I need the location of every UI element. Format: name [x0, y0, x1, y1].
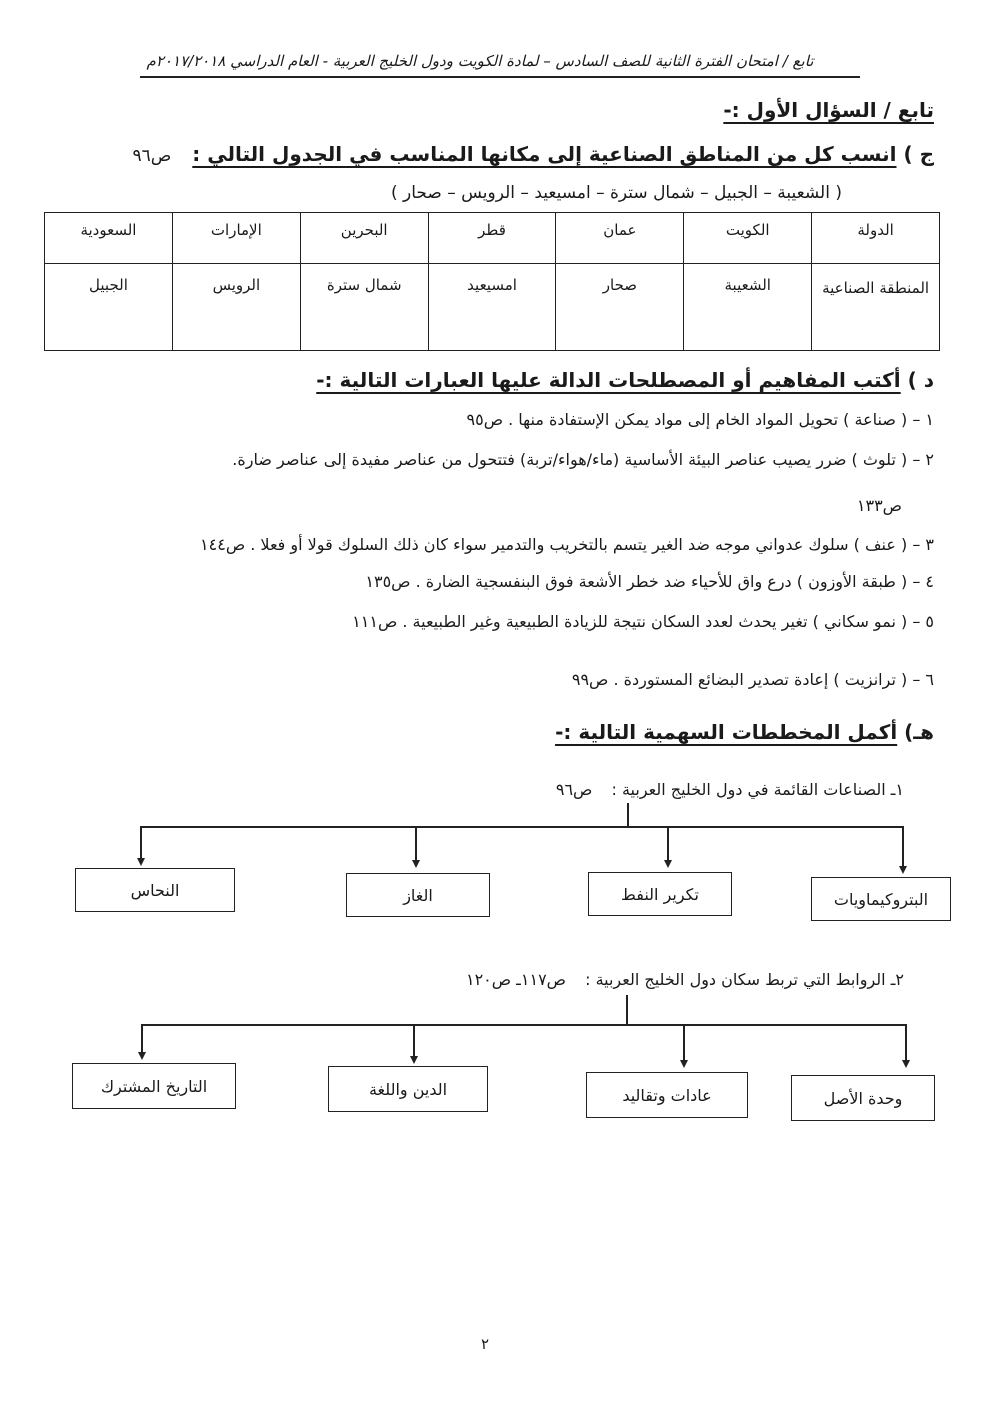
diagram-2-title: ٢ـ الروابط التي تربط سكان دول الخليج العربية :: [585, 970, 904, 989]
row-header-industrial-zone: المنطقة الصناعية: [812, 264, 940, 351]
cell-zone-saudi: الجبيل: [45, 264, 173, 351]
diagram-2-box-2: عادات وتقاليد: [586, 1072, 748, 1118]
header-rule: [140, 76, 860, 78]
row-header-country: الدولة: [812, 213, 940, 264]
diagram-2-drop-4: [905, 1024, 907, 1062]
diagram-1-stem: [627, 803, 629, 827]
diagram-2-arrow-2: [410, 1056, 418, 1064]
cell-country-saudi: السعودية: [45, 213, 173, 264]
table-row-country: [45, 213, 940, 264]
question-h: [555, 720, 934, 744]
diagram-2-box-4: التاريخ المشترك: [72, 1063, 236, 1109]
cell-zone-bahrain: شمال سترة: [300, 264, 428, 351]
diagram-2-drop-3: [683, 1024, 685, 1062]
diagram-1-heading: [556, 780, 904, 799]
diagram-1-title: ١ـ الصناعات القائمة في دول الخليج العربية :: [611, 780, 904, 799]
diagram-1-box-3: الغاز: [346, 873, 490, 917]
question-c-text: انسب كل من المناطق الصناعية إلى مكانها المناسب في الجدول التالي :: [192, 142, 897, 166]
diagram-1-bar: [140, 826, 903, 828]
table-row-zone: [45, 264, 940, 351]
industrial-zones-table: [44, 212, 940, 351]
term-item-1: ١ – ( صناعة ) تحويل المواد الخام إلى مواد يمكن الإستفادة منها . ص٩٥: [466, 410, 934, 429]
diagram-2-heading: [466, 970, 904, 989]
diagram-1-drop-1: [140, 826, 142, 860]
diagram-1-drop-2: [415, 826, 417, 862]
diagram-2-arrow-4: [902, 1060, 910, 1068]
diagram-2-stem: [626, 995, 628, 1025]
diagram-2-drop-2: [413, 1024, 415, 1058]
question-h-title: أكمل المخططات السهمية التالية :-: [555, 720, 898, 744]
question-d: [316, 368, 934, 392]
diagram-2-page-ref: ص١١٧ـ ص١٢٠: [465, 970, 566, 989]
cell-country-kuwait: الكويت: [684, 213, 812, 264]
section-continuation-title: تابع / السؤال الأول :-: [723, 98, 934, 122]
diagram-1-box-1: البتروكيماويات: [811, 877, 951, 921]
question-d-prefix: د ): [907, 368, 934, 392]
question-c-prefix: ج ): [903, 142, 934, 166]
diagram-2-box-1: وحدة الأصل: [791, 1075, 935, 1121]
diagram-2-arrow-1: [138, 1052, 146, 1060]
diagram-1-arrow-3: [664, 860, 672, 868]
cell-country-oman: عمان: [556, 213, 684, 264]
diagram-2-drop-1: [141, 1024, 143, 1054]
cell-country-qatar: قطر: [428, 213, 556, 264]
question-c-options: ( الشعيبة – الجبيل – شمال سترة – امسيعيد – الرويس – صحار ): [390, 183, 842, 203]
diagram-1-box-4: النحاس: [75, 868, 235, 912]
diagram-1-arrow-1: [137, 858, 145, 866]
diagram-1-drop-4: [902, 826, 904, 868]
diagram-1-drop-3: [667, 826, 669, 862]
question-d-title: أكتب المفاهيم أو المصطلحات الدالة عليها العبارات التالية :-: [316, 368, 901, 392]
diagram-1-arrow-2: [412, 860, 420, 868]
term-item-3: ٣ – ( عنف ) سلوك عدواني موجه ضد الغير يتسم بالتخريب والتدمير سواء كان ذلك السلوك قولا أو فعلا . ص١٤٤: [200, 535, 934, 554]
diagram-1-box-2: تكرير النفط: [588, 872, 732, 916]
cell-zone-uae: الرويس: [172, 264, 300, 351]
question-c-page-ref: ص٩٦: [132, 146, 172, 166]
cell-country-uae: الإمارات: [172, 213, 300, 264]
page-number: ٢: [480, 1335, 490, 1353]
diagram-2-bar: [141, 1024, 906, 1026]
diagram-2-box-3: الدين واللغة: [328, 1066, 488, 1112]
cell-zone-kuwait: الشعيبة: [684, 264, 812, 351]
term-item-5: ٥ – ( نمو سكاني ) تغير يحدث لعدد السكان نتيجة للزيادة الطبيعية وغير الطبيعية . ص١١١: [352, 612, 934, 631]
diagram-2-arrow-3: [680, 1060, 688, 1068]
cell-country-bahrain: البحرين: [300, 213, 428, 264]
diagram-1-arrow-4: [899, 866, 907, 874]
term-item-4: ٤ – ( طبقة الأوزون ) درع واق للأحياء ضد خطر الأشعة فوق البنفسجية الضارة . ص١٣٥: [365, 572, 934, 591]
exam-header-title: تابع / امتحان الفترة الثانية للصف السادس – لمادة الكويت ودول الخليج العربية - العام الدراسي ٢٠١٧/٢٠١٨م: [146, 52, 814, 70]
term-item-6: ٦ – ( ترانزيت ) إعادة تصدير البضائع المستوردة . ص٩٩: [571, 670, 934, 689]
diagram-1-page-ref: ص٩٦: [555, 780, 593, 799]
cell-zone-qatar: امسيعيد: [428, 264, 556, 351]
term-item-2-page-ref: ص١٣٣: [856, 496, 902, 515]
cell-zone-oman: صحار: [556, 264, 684, 351]
question-c: [132, 142, 934, 166]
term-item-2: ٢ – ( تلوث ) ضرر يصيب عناصر البيئة الأساسية (ماء/هواء/تربة) فتتحول من عناصر مفيدة إلى عناصر ضارة.: [232, 450, 934, 469]
question-h-prefix: هـ): [904, 720, 934, 744]
